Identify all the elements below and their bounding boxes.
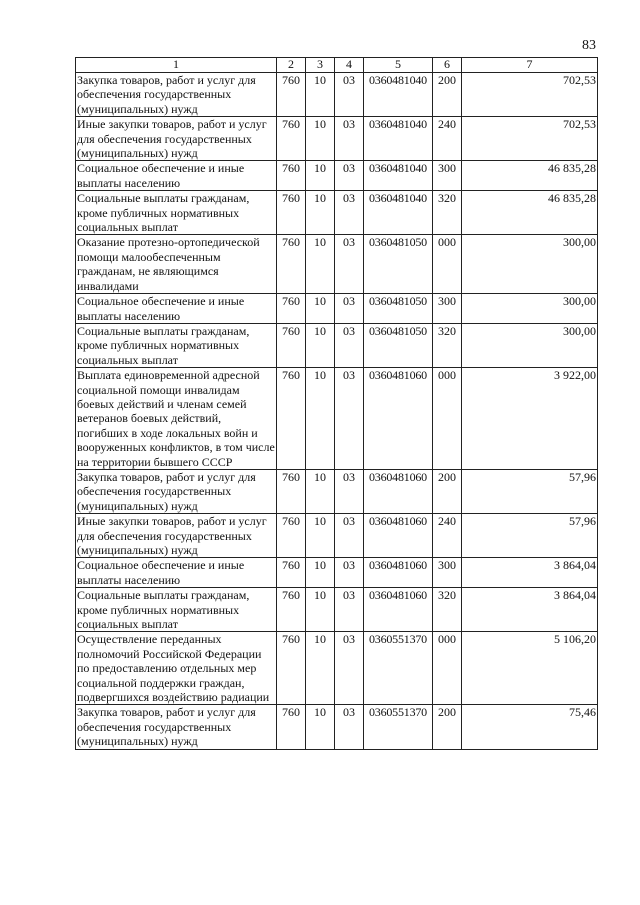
row-target-code: 0360481050 xyxy=(364,323,433,367)
row-ministry-code: 760 xyxy=(277,368,306,470)
row-subsection-code: 03 xyxy=(335,705,364,749)
table-row xyxy=(76,294,598,324)
table-row xyxy=(76,73,598,117)
row-ministry-code: 760 xyxy=(277,705,306,749)
row-subsection-code: 03 xyxy=(335,294,364,324)
row-expense-type-code: 320 xyxy=(433,588,462,632)
row-expense-type-code: 300 xyxy=(433,558,462,588)
row-name: Иные закупки товаров, работ и услуг для обеспечения государственных (муниципальных) нужд xyxy=(76,117,277,161)
row-section-code: 10 xyxy=(306,191,335,235)
row-expense-type-code: 300 xyxy=(433,161,462,191)
row-name: Выплата единовременной адресной социальной помощи инвалидам боевых действий и членам семей ветеранов боевых действий, погибших в ходе локальных войн и вооруженных конфликтов, в том числе на территории бывшего СССР xyxy=(77,368,275,469)
row-amount: 75,46 xyxy=(462,705,598,749)
row-amount: 57,96 xyxy=(462,514,598,558)
table-row xyxy=(76,469,598,513)
row-expense-type-code: 200 xyxy=(433,469,462,513)
row-ministry-code: 760 xyxy=(277,191,306,235)
row-ministry-code: 760 xyxy=(277,632,306,705)
row-target-code: 0360481050 xyxy=(364,294,433,324)
row-section-code: 10 xyxy=(306,117,335,161)
row-amount: 3 864,04 xyxy=(462,588,598,632)
row-subsection-code: 03 xyxy=(335,73,364,117)
row-target-code: 0360551370 xyxy=(364,632,433,705)
row-amount: 57,96 xyxy=(462,469,598,513)
row-target-code: 0360481060 xyxy=(364,558,433,588)
row-section-code: 10 xyxy=(306,632,335,705)
row-subsection-code: 03 xyxy=(335,161,364,191)
row-expense-type-code: 000 xyxy=(433,235,462,294)
row-ministry-code: 760 xyxy=(277,294,306,324)
row-name: Закупка товаров, работ и услуг для обеспечения государственных (муниципальных) нужд xyxy=(76,469,277,513)
row-target-code: 0360481060 xyxy=(364,368,433,470)
row-amount: 702,53 xyxy=(462,117,598,161)
row-target-code: 0360481060 xyxy=(364,588,433,632)
row-section-code: 10 xyxy=(306,235,335,294)
row-name: Социальное обеспечение и иные выплаты населению xyxy=(76,294,277,324)
table-row xyxy=(76,161,598,191)
row-subsection-code: 03 xyxy=(335,514,364,558)
row-amount: 5 106,20 xyxy=(462,632,598,705)
row-subsection-code: 03 xyxy=(335,191,364,235)
row-amount: 46 835,28 xyxy=(462,161,598,191)
table-row xyxy=(76,235,598,294)
table-row xyxy=(76,705,598,749)
table-row xyxy=(76,588,598,632)
header-cell: 3 xyxy=(306,58,335,73)
row-target-code: 0360481040 xyxy=(364,73,433,117)
row-name: Социальные выплаты гражданам, кроме публичных нормативных социальных выплат xyxy=(76,588,277,632)
row-ministry-code: 760 xyxy=(277,514,306,558)
row-name: Закупка товаров, работ и услуг для обеспечения государственных (муниципальных) нужд xyxy=(76,73,277,117)
row-target-code: 0360481040 xyxy=(364,117,433,161)
row-section-code: 10 xyxy=(306,323,335,367)
table-row xyxy=(76,558,598,588)
header-cell: 5 xyxy=(364,58,433,73)
row-amount: 300,00 xyxy=(462,294,598,324)
row-name: Оказание протезно-ортопедической помощи малообеспеченным гражданам, не являющимся инвалидами xyxy=(76,235,277,294)
row-amount: 3 864,04 xyxy=(462,558,598,588)
header-cell: 1 xyxy=(76,58,277,73)
row-name: Социальное обеспечение и иные выплаты населению xyxy=(76,558,277,588)
row-section-code: 10 xyxy=(306,514,335,558)
row-name: Социальные выплаты гражданам, кроме публичных нормативных социальных выплат xyxy=(76,191,277,235)
row-target-code: 0360481040 xyxy=(364,161,433,191)
row-ministry-code: 760 xyxy=(277,469,306,513)
row-ministry-code: 760 xyxy=(277,161,306,191)
row-subsection-code: 03 xyxy=(335,117,364,161)
row-target-code: 0360481040 xyxy=(364,191,433,235)
row-amount: 300,00 xyxy=(462,235,598,294)
row-target-code: 0360481050 xyxy=(364,235,433,294)
row-expense-type-code: 200 xyxy=(433,73,462,117)
row-ministry-code: 760 xyxy=(277,323,306,367)
budget-table xyxy=(75,57,598,750)
row-expense-type-code: 000 xyxy=(433,368,462,470)
row-name: Социальное обеспечение и иные выплаты населению xyxy=(76,161,277,191)
page-number: 83 xyxy=(582,38,596,53)
header-cell: 7 xyxy=(462,58,598,73)
row-name: Закупка товаров, работ и услуг для обеспечения государственных (муниципальных) нужд xyxy=(76,705,277,749)
row-section-code: 10 xyxy=(306,368,335,470)
row-expense-type-code: 240 xyxy=(433,117,462,161)
row-name: Социальные выплаты гражданам, кроме публичных нормативных социальных выплат xyxy=(76,323,277,367)
row-ministry-code: 760 xyxy=(277,235,306,294)
header-cell: 4 xyxy=(335,58,364,73)
row-section-code: 10 xyxy=(306,558,335,588)
table-row xyxy=(76,323,598,367)
row-amount: 300,00 xyxy=(462,323,598,367)
row-ministry-code: 760 xyxy=(277,588,306,632)
row-amount: 46 835,28 xyxy=(462,191,598,235)
row-expense-type-code: 000 xyxy=(433,632,462,705)
row-ministry-code: 760 xyxy=(277,558,306,588)
row-subsection-code: 03 xyxy=(335,632,364,705)
row-section-code: 10 xyxy=(306,294,335,324)
row-section-code: 10 xyxy=(306,161,335,191)
table-row xyxy=(76,117,598,161)
table-row xyxy=(76,514,598,558)
row-subsection-code: 03 xyxy=(335,323,364,367)
table-row xyxy=(76,368,598,470)
row-target-code: 0360551370 xyxy=(364,705,433,749)
row-subsection-code: 03 xyxy=(335,558,364,588)
row-subsection-code: 03 xyxy=(335,235,364,294)
row-section-code: 10 xyxy=(306,469,335,513)
table-row xyxy=(76,191,598,235)
row-section-code: 10 xyxy=(306,588,335,632)
row-section-code: 10 xyxy=(306,705,335,749)
row-section-code: 10 xyxy=(306,73,335,117)
row-expense-type-code: 240 xyxy=(433,514,462,558)
header-cell: 6 xyxy=(433,58,462,73)
row-ministry-code: 760 xyxy=(277,73,306,117)
row-expense-type-code: 300 xyxy=(433,294,462,324)
row-subsection-code: 03 xyxy=(335,588,364,632)
row-subsection-code: 03 xyxy=(335,368,364,470)
row-target-code: 0360481060 xyxy=(364,514,433,558)
header-row xyxy=(76,58,598,73)
row-subsection-code: 03 xyxy=(335,469,364,513)
row-expense-type-code: 200 xyxy=(433,705,462,749)
row-ministry-code: 760 xyxy=(277,117,306,161)
row-name: Осуществление переданных полномочий Российской Федерации по предоставлению отдельных мер социальной поддержки граждан, подвергшихся воздействию радиации xyxy=(76,632,277,705)
table-row xyxy=(76,632,598,705)
row-target-code: 0360481060 xyxy=(364,469,433,513)
header-cell: 2 xyxy=(277,58,306,73)
row-expense-type-code: 320 xyxy=(433,323,462,367)
row-expense-type-code: 320 xyxy=(433,191,462,235)
row-name: Иные закупки товаров, работ и услуг для обеспечения государственных (муниципальных) нужд xyxy=(76,514,277,558)
row-amount: 702,53 xyxy=(462,73,598,117)
row-amount: 3 922,00 xyxy=(462,368,598,470)
